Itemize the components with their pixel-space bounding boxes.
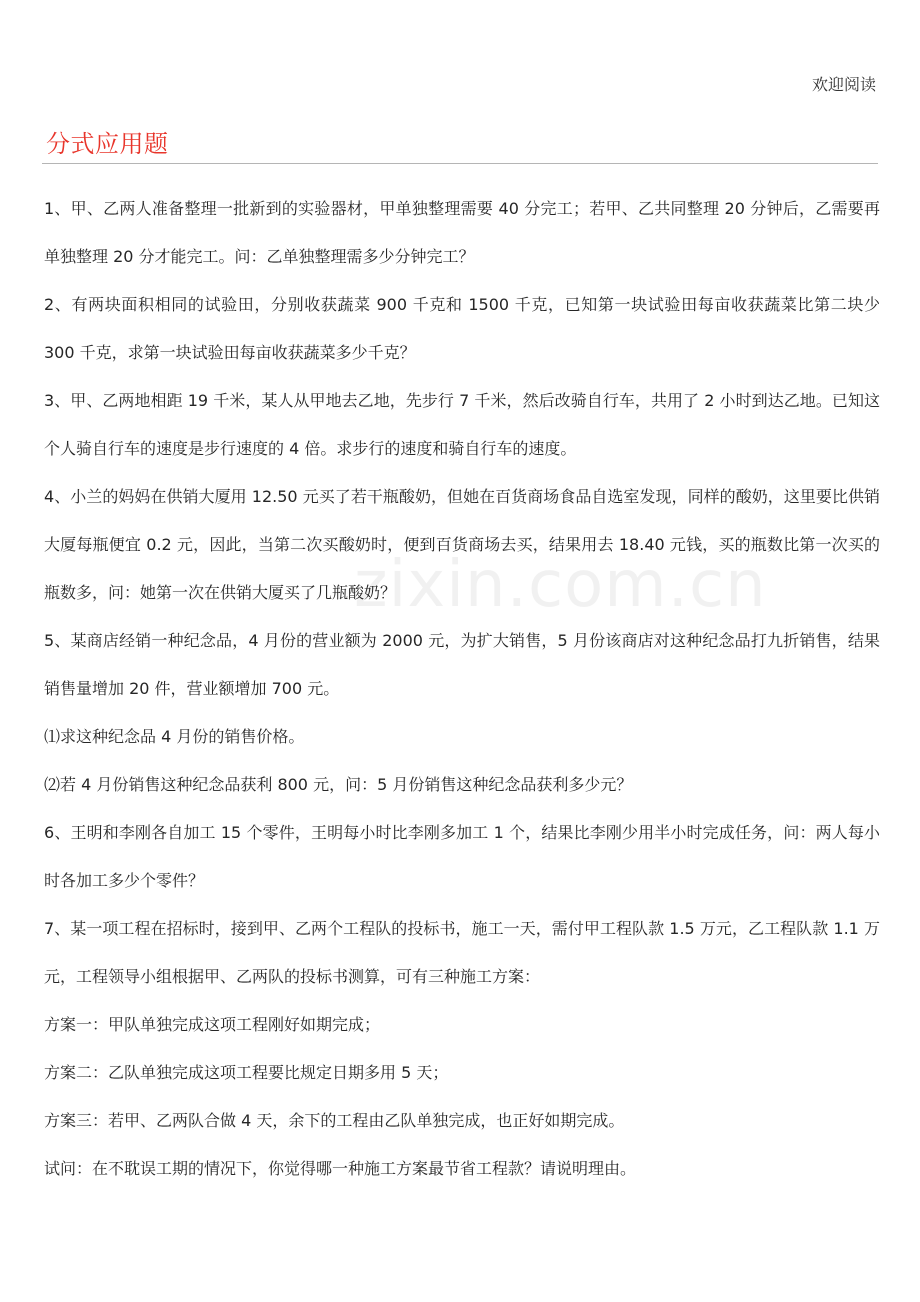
paragraph-q6: 6、王明和李刚各自加工 15 个零件，王明每小时比李刚多加工 1 个，结果比李刚少用半小时完成任务，问：两人每小时各加工多少个零件？ bbox=[44, 823, 880, 890]
watermark: zixin.com.cn bbox=[354, 548, 767, 622]
paragraph-plan-1: 方案一：甲队单独完成这项工程刚好如期完成； bbox=[44, 1015, 381, 1034]
header-welcome-text: 欢迎阅读 bbox=[811, 75, 876, 94]
paragraph-plan-3: 方案三：若甲、乙两队合做 4 天，余下的工程由乙队单独完成，也正好如期完成。 bbox=[44, 1111, 625, 1130]
paragraph-q2: 2、有两块面积相同的试验田，分别收获蔬菜 900 千克和 1500 千克，已知第一块试验田每亩收获蔬菜比第二块少 300 千克，求第一块试验田每亩收获蔬菜多少千克？ bbox=[44, 295, 886, 362]
paragraph-q1: 1、甲、乙两人准备整理一批新到的实验器材，甲单独整理需要 40 分完工；若甲、乙共同整理 20 分钟后，乙需要再单独整理 20 分才能完工。问：乙单独整理需多少分钟完工？ bbox=[44, 199, 880, 266]
paragraph-q5-part2: ⑵若 4 月份销售这种纪念品获利 800 元，问：5 月份销售这种纪念品获利多少元？ bbox=[44, 775, 633, 794]
paragraph-plan-2: 方案二：乙队单独完成这项工程要比规定日期多用 5 天； bbox=[44, 1063, 449, 1082]
paragraph-q5: 5、某商店经销一种纪念品，4 月份的营业额为 2000 元，为扩大销售，5 月份该商店对这种纪念品打九折销售，结果销售量增加 20 件，营业额增加 700 元。 bbox=[44, 631, 880, 698]
paragraph-q5-part1: ⑴求这种纪念品 4 月份的销售价格。 bbox=[44, 727, 305, 746]
paragraph-q3: 3、甲、乙两地相距 19 千米，某人从甲地去乙地，先步行 7 千米，然后改骑自行车，共用了 2 小时到达乙地。已知这个人骑自行车的速度是步行速度的 4 倍。求步行的速度和骑自行车的速度。 bbox=[44, 391, 880, 458]
paragraph-q4: 4、小兰的妈妈在供销大厦用 12.50 元买了若干瓶酸奶，但她在百货商场食品自选室发现，同样的酸奶，这里要比供销大厦每瓶便宜 0.2 元，因此，当第二次买酸奶时，便到百货商场去买，结果用去 18.40 元钱，买的瓶数比第一次买的瓶数多，问：她第一次在供销大厦买了几瓶酸奶？ bbox=[44, 487, 880, 602]
paragraph-q7-question: 试问：在不耽误工期的情况下，你觉得哪一种施工方案最节省工程款？请说明理由。 bbox=[44, 1159, 637, 1178]
document-body bbox=[44, 185, 886, 1193]
paragraph-q7: 7、某一项工程在招标时，接到甲、乙两个工程队的投标书，施工一天，需付甲工程队款 1.5 万元，乙工程队款 1.1 万元，工程领导小组根据甲、乙两队的投标书测算，可有三种施工方案： bbox=[44, 919, 880, 986]
title-divider bbox=[42, 163, 878, 164]
page-title: 分式应用题 bbox=[46, 130, 169, 158]
